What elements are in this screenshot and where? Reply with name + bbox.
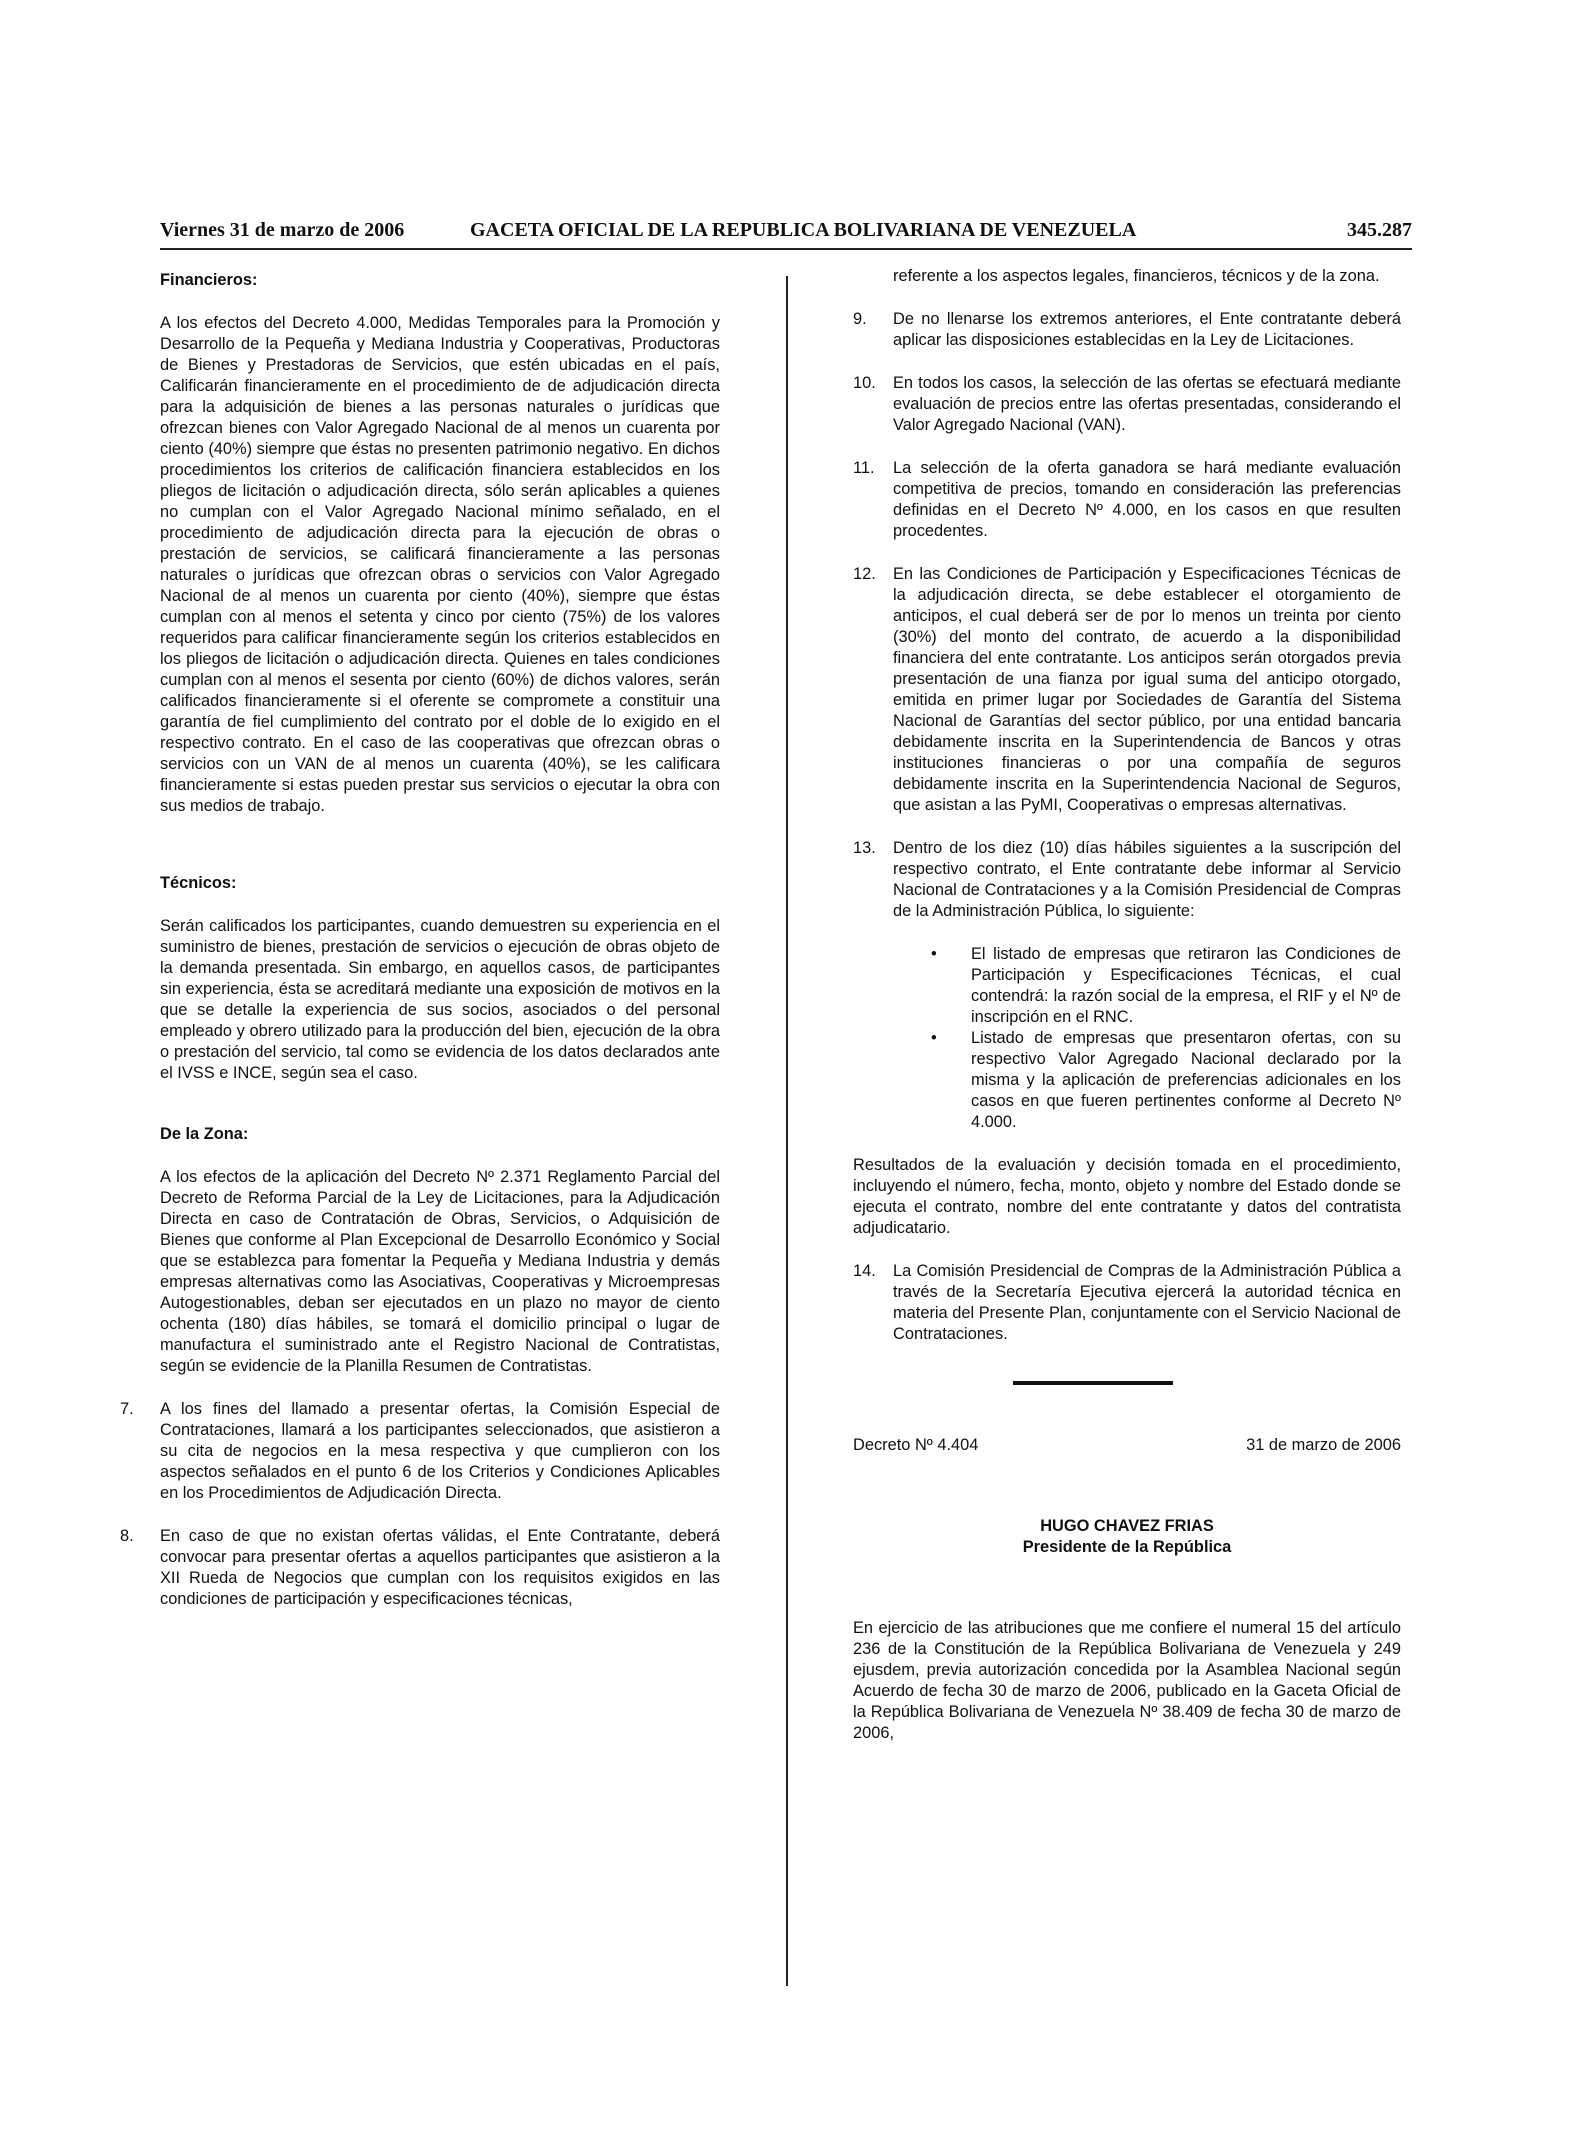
header-page-number: 345.287	[1347, 219, 1412, 241]
bullet-marker: •	[931, 1029, 937, 1047]
item-text: De no llenarse los extremos anteriores, el Ente contratante deberá aplicar las disposiciones establecidas en la Ley de Licitaciones.	[893, 310, 1401, 349]
column-divider	[786, 276, 788, 1986]
continuation-text: referente a los aspectos legales, financieros, técnicos y de la zona.	[893, 267, 1380, 285]
bullet-item	[931, 944, 1401, 1028]
right-column	[853, 266, 1401, 1744]
item-number: 7.	[120, 1400, 134, 1418]
item-number: 14.	[853, 1262, 876, 1280]
header-title: GACETA OFICIAL DE LA REPUBLICA BOLIVARIANA DE VENEZUELA	[470, 219, 1137, 241]
header-date: Viernes 31 de marzo de 2006	[160, 219, 405, 241]
item-number: 8.	[120, 1527, 134, 1545]
item-text: La selección de la oferta ganadora se hará mediante evaluación competitiva de precios, tomando en consideración las preferencias definidas en el Decreto Nº 4.000, en los casos en que resulten procedentes.	[893, 459, 1401, 540]
bullet-marker: •	[931, 945, 937, 963]
header-rule	[160, 248, 1412, 250]
section-separator	[1013, 1381, 1173, 1385]
tecnicos-heading: Técnicos:	[160, 874, 237, 892]
financieros-paragraph: A los efectos del Decreto 4.000, Medidas Temporales para la Promoción y Desarrollo de la Pequeña y Mediana Industria y Cooperativas, Productoras de Bienes y Prestadoras de Servicios, que estén ubicadas en el país, Calificarán financieramente en el procedimiento de de adjudicación directa para la adquisición de bienes a las personas naturales o jurídicas que ofrezcan bienes con Valor Agregado Nacional de al menos un cuarenta por ciento (40%) siempre que éstas no presenten patrimonio negativo. En dichos procedimientos los criterios de calificación financiera establecidos en los pliegos de licitación o adjudicación directa, sólo serán aplicables a quienes no cumplan con el Valor Agregado Nacional mínimo señalado, en el procedimiento de adjudicación directa para la ejecución de obras o prestación de servicios, se calificará financieramente a las personas naturales o jurídicas que ofrezcan obras o servicios con Valor Agregado Nacional de al menos un cuarenta por ciento (40%), siempre que éstas cumplan con al menos el setenta y cinco por ciento (75%) de los valores requeridos para calificar financieramente según los criterios establecidos en los pliegos de licitación o adjudicación directa. Quienes en tales condiciones cumplan con al menos el sesenta por ciento (60%) de dichos valores, serán calificados financieramente si el oferente se compromete a constituir una garantía de fiel cumplimiento del contrato por el doble de lo exigido en el respectivo contrato. En el caso de las cooperativas que ofrezcan obras o servicios con un VAN de al menos un cuarenta (40%), se les calificara financieramente si estas pueden prestar sus servicios o ejecutar la obra con sus medios de trabajo.	[160, 314, 720, 815]
list-item-11	[853, 458, 1401, 542]
bullet-item	[931, 1028, 1401, 1133]
list-item-9	[853, 309, 1401, 351]
president-title: Presidente de la República	[1022, 1538, 1232, 1556]
item-text: La Comisión Presidencial de Compras de la Administración Pública a través de la Secretaría Ejecutiva ejercerá la autoridad técnica en materia del Presente Plan, conjuntamente con el Servicio Nacional de Contrataciones.	[893, 1262, 1401, 1343]
bullet-text: Listado de empresas que presentaron ofertas, con su respectivo Valor Agregado Nacional declarado por la misma y la aplicación de preferencias adicionales en los casos en que fueren pertinentes conforme al Decreto Nº 4.000.	[971, 1029, 1401, 1131]
page-header	[160, 219, 1412, 249]
list-item-13	[853, 838, 1401, 922]
resultados-paragraph: Resultados de la evaluación y decisión tomada en el procedimiento, incluyendo el número, fecha, monto, objeto y nombre del Estado donde se ejecuta el contrato, nombre del ente contratante y datos del contratista adjudicatario.	[853, 1156, 1401, 1237]
list-item-10	[853, 373, 1401, 436]
item-text: A los fines del llamado a presentar ofertas, la Comisión Especial de Contrataciones, llamará a los participantes seleccionados, que asistieron a su cita de negocios en la mesa respectiva y que cumplieron con los aspectos señalados en el punto 6 de los Criterios y Condiciones Aplicables en los Procedimientos de Adjudicación Directa.	[160, 1400, 720, 1502]
tecnicos-paragraph: Serán calificados los participantes, cuando demuestren su experiencia en el suministro de bienes, prestación de servicios o ejecución de obras objeto de la demanda presentada. Sin embargo, en aquellos casos, de participantes sin experiencia, ésta se acreditará mediante una exposición de motivos en la que se detalle la experiencia de sus socios, asociados o del personal empleado y obrero utilizado para la producción del bien, ejecución de la obra o prestación del servicio, tal como se evidencia de los datos declarados ante el IVSS e INCE, según sea el caso.	[160, 917, 720, 1082]
item-number: 9.	[853, 310, 867, 328]
final-paragraph: En ejercicio de las atribuciones que me confiere el numeral 15 del artículo 236 de la Constitución de la República Bolivariana de Venezuela y 249 ejusdem, previa autorización concedida por la Asamblea Nacional según Acuerdo de fecha 30 de marzo de 2006, publicado en la Gaceta Oficial de la República Bolivariana de Venezuela Nº 38.409 de fecha 30 de marzo de 2006,	[853, 1619, 1401, 1742]
item-number: 10.	[853, 374, 876, 392]
financieros-heading: Financieros:	[160, 271, 258, 289]
item-number: 11.	[853, 459, 875, 477]
decree-date: 31 de marzo de 2006	[1246, 1436, 1401, 1454]
decree-line	[853, 1435, 1401, 1456]
list-item-8	[120, 1526, 720, 1610]
item-number: 13.	[853, 839, 876, 857]
item-text: En todos los casos, la selección de las ofertas se efectuará mediante evaluación de precios entre las ofertas presentadas, considerando el Valor Agregado Nacional (VAN).	[893, 374, 1401, 434]
decree-number: Decreto Nº 4.404	[853, 1436, 979, 1454]
list-item-7	[120, 1399, 720, 1504]
list-item-14	[853, 1261, 1401, 1345]
bullet-text: El listado de empresas que retiraron las Condiciones de Participación y Especificaciones Técnicas, el cual contendrá: la razón social de la empresa, el RIF y el Nº de inscripción en el RNC.	[971, 945, 1401, 1026]
zona-heading: De la Zona:	[160, 1125, 249, 1143]
left-column	[120, 270, 720, 1610]
item-text: En caso de que no existan ofertas válidas, el Ente Contratante, deberá convocar para presentar ofertas a aquellos participantes que asistieron a la XII Rueda de Negocios que cumplan con los requisitos exigidos en las condiciones de participación y especificaciones técnicas,	[160, 1527, 720, 1608]
president-name: HUGO CHAVEZ FRIAS	[1040, 1517, 1214, 1535]
item-text: En las Condiciones de Participación y Especificaciones Técnicas de la adjudicación directa, se debe establecer el otorgamiento de anticipos, el cual deberá ser de por lo menos un treinta por ciento (30%) del monto del contrato, de acuerdo a la disponibilidad financiera del ente contratante. Los anticipos serán otorgados previa presentación de una fianza por igual suma del anticipo otorgado, emitida en primer lugar por Sociedades de Garantía del Sistema Nacional de Garantías del sector público, por una entidad bancaria debidamente inscrita en la Superintendencia de Bancos y otras instituciones financieras o por una compañía de seguros debidamente inscrita en la Superintendencia Nacional de Seguros, que asistan a las PyMI, Cooperativas o empresas alternativas.	[893, 565, 1401, 814]
zona-paragraph: A los efectos de la aplicación del Decreto Nº 2.371 Reglamento Parcial del Decreto de Reforma Parcial de la Ley de Licitaciones, para la Adjudicación Directa en caso de Contratación de Obras, Servicios, o Adquisición de Bienes que conforme al Plan Excepcional de Desarrollo Económico y Social que se establezca para fomentar la Pequeña y Mediana Industria y demás empresas alternativas como las Asociativas, Cooperativas y Microempresas Autogestionables, deban ser ejecutados en un plazo no mayor de ciento ochenta (180) días hábiles, se tomará el domicilio principal o lugar de manufactura el suministrado ante el Registro Nacional de Contratistas, según se evidencie de la Planilla Resumen de Contratistas.	[160, 1168, 720, 1375]
item-number: 12.	[853, 565, 876, 583]
list-item-12	[853, 564, 1401, 816]
item-text: Dentro de los diez (10) días hábiles siguientes a la suscripción del respectivo contrato, el Ente contratante debe informar al Servicio Nacional de Contrataciones y a la Comisión Presidencial de Compras de la Administración Pública, lo siguiente:	[893, 839, 1401, 920]
